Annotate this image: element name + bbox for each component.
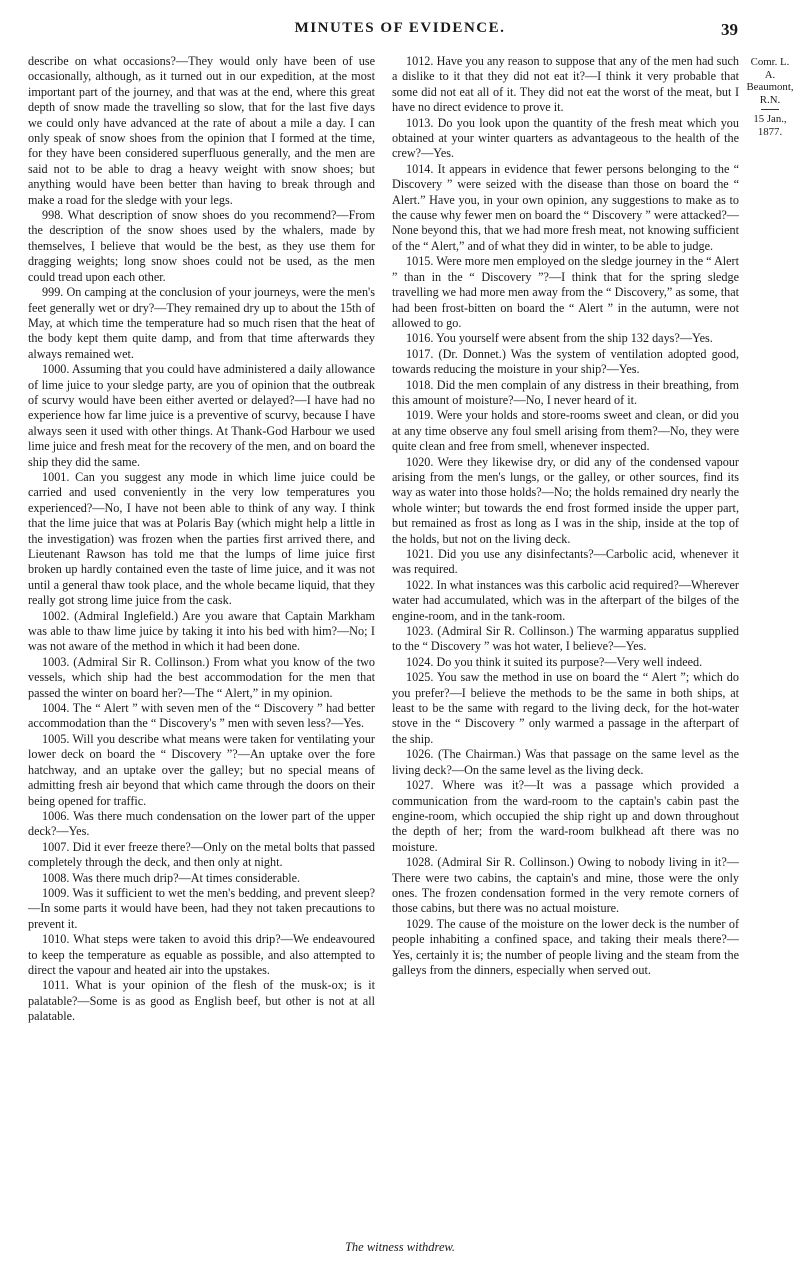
paragraph: describe on what occasions?—They would only have been of use occasionally, although, as it turned out in our expedition, at the most important part of the journey, and that was at the end, where this great depth of snow made the travelling so slow, that for the last five days we could only have advanced at the rate of about a mile a day. I can only speak of snow shoes from the opinion that I formed at the time, for they have been considered superfluous generally, and the men are said not to be able to drag a heavy weight with snow shoes; but anything would have been better than having to break through and make a road for the sledge with your legs. <box>28 54 375 207</box>
paragraph: 1012. Have you any reason to suppose that any of the men had such a dislike to it that they did not eat it?—I think it very probable that some did not eat all of it. They did not eat the worst of the meat, but I have no direct evidence to prove it. <box>392 54 739 115</box>
margin-note-rank: Comr. L. <box>750 56 790 68</box>
paragraph: 1002. (Admiral Inglefield.) Are you aware that Captain Markham was able to thaw lime juice by taking it into his bed with him?—No; I was not aware of the method in which it had been done. <box>28 608 375 654</box>
paragraph: 1029. The cause of the moisture on the lower deck is the number of people inhabiting a confined space, and taking their meals there?—Yes, certainly it is; the number of people living and the steam from the galleys from the dinners, especially when served out. <box>392 916 739 977</box>
paragraph: 999. On camping at the conclusion of your journeys, were the men's feet generally wet or dry?—They remained dry up to about the 15th of May, at which time the temperature had so much risen that the heat of the body kept them quite damp, and from that time afterwards they always remained wet. <box>28 285 375 361</box>
paragraph: 1006. Was there much condensation on the lower part of the upper deck?—Yes. <box>28 808 375 839</box>
paragraph: 1007. Did it ever freeze there?—Only on the metal bolts that passed completely through the deck, and then only at night. <box>28 839 375 870</box>
left-column <box>28 54 375 1025</box>
right-column <box>392 54 739 978</box>
paragraph: 1019. Were your holds and store-rooms sweet and clean, or did you at any time observe any foul smell arising from them?—No, they were quite clean and free from smell, whenever inspected. <box>392 408 739 454</box>
margin-note-name: A. Beaumont, <box>746 68 794 93</box>
paragraph: 1018. Did the men complain of any distress in their breathing, from this amount of moisture?—No, I never heard of it. <box>392 377 739 407</box>
paragraph: 1009. Was it sufficient to wet the men's bedding, and prevent sleep?—In some parts it would have been, had they not taken precautions to prevent it. <box>28 885 375 931</box>
paragraph: 1016. You yourself were absent from the ship 132 days?—Yes. <box>406 331 713 346</box>
paragraph: 1001. Can you suggest any mode in which lime juice could be carried and used conveniently in the very low temperatures you experienced?—No, I have not been able to think of any way. I think that the lime juice that was at Polaris Bay (which might help a little in the investigation) was frozen when the parties first arrived there, and Lieutenant Rawson has told me that the lumps of lime juice first broken up hardly contained even the taste of lime juice, and it was not until a general thaw took place, and the whole became liquid, that they really got strong lime juice from the cask. <box>28 469 375 608</box>
margin-note-date: 15 Jan., 1877. <box>753 113 787 138</box>
paragraph: 1026. (The Chairman.) Was that passage on the same level as the living deck?—On the same level as the living deck. <box>392 747 739 777</box>
paragraph: 1023. (Admiral Sir R. Collinson.) The warming apparatus supplied to the “ Discovery ” was hot water, I believe?—Yes. <box>392 624 739 654</box>
paragraph: 1013. Do you look upon the quantity of the fresh meat which you obtained at your winter quarters as advantageous to the health of the crew?—Yes. <box>392 115 739 161</box>
witness-margin-note <box>741 56 799 138</box>
witness-withdrew-note: The witness withdrew. <box>344 1240 456 1254</box>
margin-note-title: R.N. <box>759 93 781 106</box>
paragraph: 1021. Did you use any disinfectants?—Carbolic acid, whenever it was required. <box>392 547 739 577</box>
paragraph: 1010. What steps were taken to avoid this drip?—We endeavoured to keep the temperature as equable as possible, and also attempted to direct the vapour and heated air into the upstakes. <box>28 932 375 977</box>
paragraph: 1005. Will you describe what means were taken for ventilating your lower deck on board the “ Discovery ”?—An uptake over the fore hatchway, and an uptake over the galley; but no special means of admitting fresh air beyond that which came through the doors on their being opened for traffic. <box>28 731 375 808</box>
paragraph: 1024. Do you think it suited its purpose?—Very well indeed. <box>406 654 703 669</box>
paragraph: 1004. The “ Alert ” with seven men of the “ Discovery ” had better accommodation than the “ Discovery's ” men with seven less?—Yes. <box>28 701 375 731</box>
paragraph: 1000. Assuming that you could have administered a daily allowance of lime juice to your sledge party, are you of opinion that the outbreak of scurvy would have been either averted or delayed?—I have had no experience how far lime juice is a preventive of scurvy, because I have always seen it used with other things. At Thank-God Harbour we used lime juice and fresh meat for the recovery of the men, and on board the ship they did the same. <box>28 362 375 469</box>
paragraph: 1008. Was there much drip?—At times considerable. <box>42 870 301 885</box>
paragraph: 1028. (Admiral Sir R. Collinson.) Owing to nobody living in it?—There were two cabins, the captain's and mine, those were the only ones. The frozen condensation formed in the very remote corners of those cabins, but there was no actual moisture. <box>392 855 739 916</box>
paragraph: 1017. (Dr. Donnet.) Was the system of ventilation adopted good, towards reducing the moisture in your ship?—Yes. <box>392 346 739 377</box>
paragraph: 998. What description of snow shoes do you recommend?—From the description of the snow shoes used by the whalers, made by themselves, I believe that would be the best, as they use them for dragging weights; long snow shoes could not be used, as the men could tread upon each other. <box>28 208 375 284</box>
page-number: 39 <box>721 20 738 39</box>
paragraph: 1011. What is your opinion of the flesh of the musk-ox; is it palatable?—Some is as good as English beef, but other is not at all palatable. <box>28 978 375 1024</box>
paragraph: 1015. Were more men employed on the sledge journey in the “ Alert ” than in the “ Discovery ”?—I think that for the spring sledge travelling we had more men away from the “ Discovery,” as some, that had been frost-bitten on board the “ Alert ” in the autumn, were not allowed to go. <box>392 254 739 330</box>
margin-note-rule <box>761 109 779 110</box>
paragraph: 1027. Where was it?—It was a passage which provided a communication from the ward-room to the captain's cabin past the engine-room, which occupied the ship right up and down throughout the depth of her; from the ward-room bulkhead aft there was no moisture. <box>392 778 739 854</box>
running-head: MINUTES OF EVIDENCE. <box>294 20 506 36</box>
paragraph: 1022. In what instances was this carbolic acid required?—Wherever water had accumulated, which was in the afterpart of the bilges of the engine-room, and in the tank-room. <box>392 577 739 623</box>
paragraph: 1020. Were they likewise dry, or did any of the condensed vapour arising from the men's lungs, or the galley, or other sources, find its way as water into those holds?—No; the holds remained dry nearly the whole winter; but towards the end frost formed inside the upper part, but remained as frost as long as I was in the ship, inside at the top of the holds, but not on the living deck. <box>392 454 739 546</box>
paragraph: 1014. It appears in evidence that fewer persons belonging to the “ Discovery ” were seized with the disease than those on board the “ Alert.” Have you, in your own opinion, any suggestions to make as to the cause why fewer men on board the “ Discovery ” were attacked?—None beyond this, that we had more fresh meat, not knowing sufficient of the “ Alert,” and of what they did in winter, to be able to judge. <box>392 161 739 253</box>
paragraph: 1025. You saw the method in use on board the “ Alert ”; which do you prefer?—I believe the methods to be the same in both ships, at least to be the same with regard to the living deck, for the hot-water stove in the “ Discovery ” only warmed a passage in the afterpart of the ship. <box>392 670 739 746</box>
page-header <box>0 20 800 42</box>
paragraph: 1003. (Admiral Sir R. Collinson.) From what you know of the two vessels, which ship had the best accommodation for the men that passed the winter on board her?—The “ Alert,” in my opinion. <box>28 654 375 700</box>
